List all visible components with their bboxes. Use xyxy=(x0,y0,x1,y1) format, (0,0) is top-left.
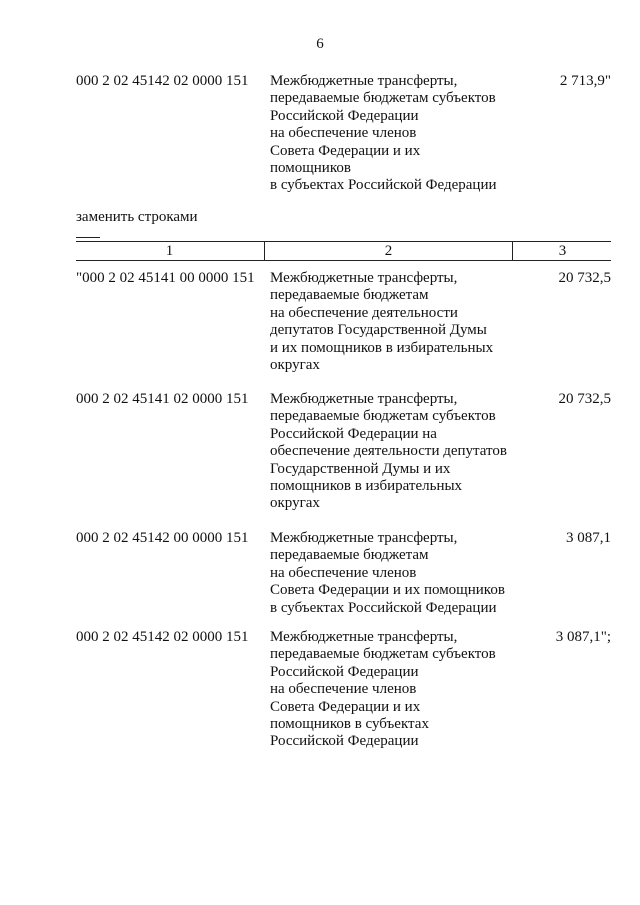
description-line: помощников в субъектах xyxy=(270,716,429,733)
budget-description xyxy=(270,629,515,751)
budget-description xyxy=(270,530,515,617)
budget-description xyxy=(270,270,515,374)
description-line: Межбюджетные трансферты, xyxy=(270,270,458,286)
description-line: округах xyxy=(270,357,320,374)
description-line: Межбюджетные трансферты, xyxy=(270,73,458,89)
column-header-3: 3 xyxy=(512,242,612,260)
description-line: передаваемые бюджетам субъектов xyxy=(270,646,496,663)
description-line: Российской Федерации xyxy=(270,733,419,750)
budget-amount: 20 732,5 xyxy=(558,270,611,286)
column-header-1: 1 xyxy=(165,243,174,259)
description-line: на обеспечение деятельности xyxy=(270,304,458,321)
budget-description xyxy=(270,391,515,513)
description-line: Межбюджетные трансферты, xyxy=(270,629,458,645)
description-line: Российской Федерации xyxy=(270,663,419,680)
budget-amount: 20 732,5 xyxy=(558,391,611,407)
description-line: помощников в избирательных xyxy=(270,478,463,495)
description-line: обеспечение деятельности депутатов xyxy=(270,443,507,460)
description-line: передаваемые бюджетам xyxy=(270,547,429,564)
description-line: и их помощников в избирательных xyxy=(270,339,494,356)
budget-amount: 3 087,1 xyxy=(566,530,611,546)
description-line: депутатов Государственной Думы xyxy=(270,322,487,339)
description-line: Межбюджетные трансферты, xyxy=(270,391,458,407)
page-number: 6 xyxy=(316,36,324,52)
description-line: на обеспечение членов xyxy=(270,564,417,581)
description-line: помощников xyxy=(270,160,351,177)
description-line: Межбюджетные трансферты, xyxy=(270,530,458,546)
budget-code: 000 2 02 45142 00 0000 151 xyxy=(76,530,249,546)
column-header-2: 2 xyxy=(264,242,512,260)
description-line: передаваемые бюджетам xyxy=(270,287,429,304)
description-line: передаваемые бюджетам субъектов xyxy=(270,408,496,425)
table-header xyxy=(76,241,611,261)
budget-code: "000 2 02 45141 00 0000 151 xyxy=(76,270,255,286)
description-line: округах xyxy=(270,495,320,512)
divider xyxy=(76,237,100,238)
description-line: на обеспечение членов xyxy=(270,681,417,698)
description-line: на обеспечение членов xyxy=(270,125,417,142)
description-line: Совета Федерации и их xyxy=(270,142,421,159)
description-line: в субъектах Российской Федерации xyxy=(270,177,497,194)
budget-code: 000 2 02 45142 02 0000 151 xyxy=(76,73,249,89)
description-line: Российской Федерации на xyxy=(270,425,437,442)
budget-amount: 2 713,9" xyxy=(559,73,611,89)
description-line: Совета Федерации и их помощников xyxy=(270,582,505,599)
description-line: Государственной Думы и их xyxy=(270,460,451,477)
budget-code: 000 2 02 45141 02 0000 151 xyxy=(76,391,249,407)
description-line: передаваемые бюджетам субъектов xyxy=(270,90,496,107)
budget-description xyxy=(270,73,515,195)
replace-instruction: заменить строками xyxy=(76,209,198,225)
description-line: в субъектах Российской Федерации xyxy=(270,599,497,616)
budget-amount: 3 087,1"; xyxy=(555,629,611,645)
budget-code: 000 2 02 45142 02 0000 151 xyxy=(76,629,249,645)
description-line: Совета Федерации и их xyxy=(270,698,421,715)
description-line: Российской Федерации xyxy=(270,107,419,124)
